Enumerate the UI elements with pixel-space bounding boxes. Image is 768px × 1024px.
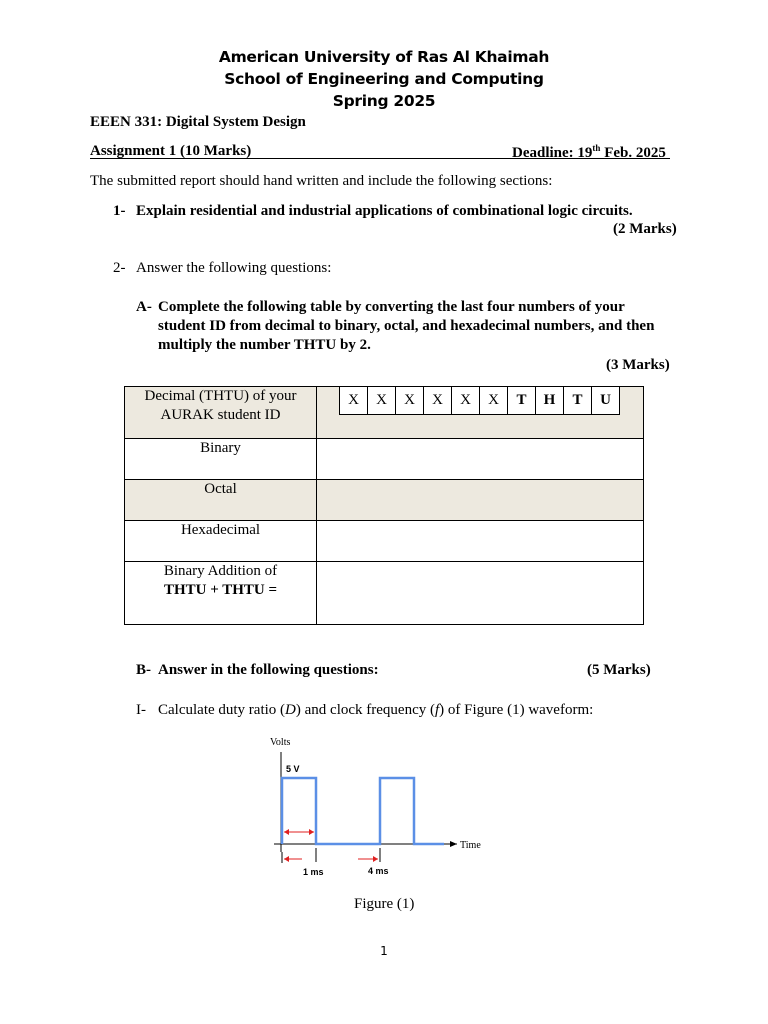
qi-text: Calculate duty ratio (D) and clock frequency (f) of Figure (1) waveform: bbox=[158, 702, 594, 718]
q1-text: Explain residential and industrial applications of combinational logic circuits. bbox=[136, 203, 633, 219]
qa-line-3: multiply the number THTU by 2. bbox=[158, 337, 371, 353]
page-number: 1 bbox=[380, 944, 388, 958]
octal-label: Octal bbox=[125, 480, 317, 521]
off-time-label: 4 ms bbox=[368, 866, 389, 876]
q1-number: 1- bbox=[113, 203, 126, 219]
id-digit: X bbox=[424, 387, 452, 415]
id-digit-hundreds: H bbox=[536, 387, 564, 415]
university-title: American University of Ras Al Khaimah bbox=[218, 48, 550, 66]
course-title: EEEN 331: Digital System Design bbox=[90, 114, 306, 130]
binary-addition-answer-cell[interactable] bbox=[317, 562, 644, 625]
binary-answer-cell[interactable] bbox=[317, 439, 644, 480]
id-digit: X bbox=[396, 387, 424, 415]
id-digit: X bbox=[480, 387, 508, 415]
id-digit: X bbox=[340, 387, 368, 415]
term-title: Spring 2025 bbox=[332, 92, 436, 110]
id-digit: X bbox=[452, 387, 480, 415]
figure-caption: Figure (1) bbox=[354, 896, 415, 912]
qb-number: B- bbox=[136, 662, 151, 678]
octal-answer-cell[interactable] bbox=[317, 480, 644, 521]
qa-marks: (3 Marks) bbox=[606, 357, 670, 373]
id-digit-units: U bbox=[592, 387, 620, 415]
qb-text: Answer in the following questions: bbox=[158, 662, 379, 678]
qa-number: A- bbox=[136, 299, 152, 315]
binary-label: Binary bbox=[125, 439, 317, 480]
qb-marks: (5 Marks) bbox=[587, 662, 651, 678]
student-id-digits bbox=[339, 386, 620, 415]
waveform-figure bbox=[262, 732, 494, 880]
hexadecimal-answer-cell[interactable] bbox=[317, 521, 644, 562]
school-title: School of Engineering and Computing bbox=[224, 70, 544, 88]
qa-line-2: student ID from decimal to binary, octal, and hexadecimal numbers, and then bbox=[158, 318, 655, 334]
x-axis-label: Time bbox=[460, 840, 481, 851]
id-digit: X bbox=[368, 387, 396, 415]
q1-marks: (2 Marks) bbox=[613, 221, 677, 237]
id-digit-tens: T bbox=[564, 387, 592, 415]
decimal-label: Decimal (THTU) of your AURAK student ID bbox=[125, 387, 317, 439]
q2-text: Answer the following questions: bbox=[136, 260, 332, 276]
voltage-level-label: 5 V bbox=[286, 764, 300, 774]
deadline: Deadline: 19th Feb. 2025 bbox=[512, 143, 666, 161]
assignment-title: Assignment 1 (10 Marks) bbox=[90, 143, 252, 159]
id-digit-thousands: T bbox=[508, 387, 536, 415]
binary-addition-label: Binary Addition of THTU + THTU = bbox=[125, 562, 317, 625]
header-rule bbox=[90, 158, 670, 159]
pulse-width-label: 1 ms bbox=[303, 867, 324, 877]
intro-text: The submitted report should hand written and include the following sections: bbox=[90, 173, 553, 189]
clock-waveform bbox=[282, 778, 444, 844]
qa-line-1: Complete the following table by converting the last four numbers of your bbox=[158, 299, 625, 315]
y-axis-label: Volts bbox=[270, 737, 291, 748]
conversion-table bbox=[124, 386, 644, 625]
q2-number: 2- bbox=[113, 260, 126, 276]
qi-number: I- bbox=[136, 702, 146, 718]
hexadecimal-label: Hexadecimal bbox=[125, 521, 317, 562]
